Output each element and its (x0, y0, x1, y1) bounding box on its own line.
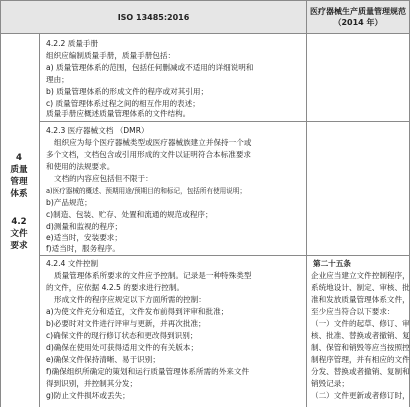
block1-line-5: c) 质量管理体系过程之间的相互作用的表述； (46, 99, 200, 108)
header-iso-cell (0, 0, 307, 34)
block3-line-5: b)必要时对文件进行评审与更新，并再次批准； (46, 319, 206, 328)
regulation-block-empty-1 (307, 34, 410, 122)
block2-line-2: 多个文档，文档包含或引用形成的文件以证明符合本标准要求 (46, 150, 252, 159)
header-iso-title: ISO 13485:2016 (117, 12, 190, 22)
block1-line-6: 质量手册应概述质量管理体系的文件结构。 (46, 109, 191, 118)
header-regulation-year: （2014 年） (333, 18, 383, 27)
side-heading-cell (0, 34, 40, 407)
block1-line-1: 组织应编制质量手册，质量手册包括： (46, 51, 176, 60)
regulation-block-empty-2 (307, 122, 410, 256)
block3-line-8: e)确保文件保持清晰、易于识别； (46, 355, 160, 364)
regulation-line-7: 制程序管理，并有相应的文件 (311, 355, 410, 364)
block1-line-2: a) 质量管理体系的范围，包括任何删减或不适用的详细说明和 (46, 63, 254, 72)
header-regulation-cell (307, 0, 410, 34)
regulation-line-2: 准和发放质量管理体系文件， (311, 295, 410, 304)
block3-line-4: a)为使文件充分和适宜，文件发布前得到评审和批准； (46, 307, 229, 316)
regulation-line-9: 销毁记录； (311, 379, 349, 388)
block3-line-3: 形成文件的程序应规定以下方面所需的控制： (54, 295, 206, 304)
header-regulation-title: 医疗器械生产质量管理规范 (310, 7, 406, 16)
block3-line-11: g)防止文件损坏或丢失； (46, 391, 130, 400)
regulation-line-8: 分发、替换或者撤销、复制和 (311, 367, 410, 376)
block3-line-10: 得到识别，并控制其分发； (46, 379, 138, 388)
block3-line-0: 4.2.4 文件控制 (46, 259, 99, 268)
block1-line-4: b) 质量管理体系的形成文件的程序或对其引用； (46, 87, 209, 96)
block2-line-3: 和使用的法规要求。 (46, 162, 115, 171)
block2-line-7: c)制造、包装、贮存、处置和流通的规范或程序； (46, 210, 213, 219)
block2-line-10: f)适当时，服务程序。 (46, 244, 120, 253)
block3-line-9: f)确保组织所确定的策划和运行质量管理体系所需的外来文件 (46, 367, 250, 376)
regulation-article-title: 第二十五条 (313, 259, 351, 268)
block3-line-1: 质量管理体系所要求的文件应予控制。记录是一种特殊类型 (54, 271, 252, 280)
side-heading-section-4-2: 4.2 文件 要求 (10, 217, 28, 251)
block2-line-1: 组织应为每个医疗器械类型或医疗器械族建立并保持一个或 (54, 138, 252, 147)
regulation-line-5: 核、批准、替换或者撤销、复 (311, 331, 410, 340)
block2-line-6: b)产品规范； (46, 198, 92, 207)
block1-line-0: 4.2.2 质量手册 (46, 39, 99, 48)
block3-line-6: c)确保文件的现行修订状态和更改得到识别； (46, 331, 198, 340)
regulation-block-article-25 (307, 256, 410, 407)
iso-block-device-file (40, 122, 307, 256)
iso-block-quality-manual (40, 34, 307, 122)
block2-line-5: a)医疗器械的概述、预期用途/预期目的和标记，包括所有使用说明； (46, 187, 247, 195)
block1-line-3: 理由； (46, 75, 69, 84)
regulation-line-10: （二）文件更新或者修订时， (311, 391, 410, 400)
regulation-line-6: 制、保管和销毁等应当按照控 (311, 343, 410, 352)
side-heading-section-4: 4 质量 管理 体系 (10, 153, 28, 199)
regulation-line-0: 企业应当建立文件控制程序， (311, 271, 410, 280)
block2-line-8: d)测量和监视的程序； (46, 222, 123, 231)
regulation-line-1: 系统地设计、制定、审核、批 (311, 283, 410, 292)
regulation-line-3: 至少应当符合以下要求： (311, 307, 395, 316)
block2-line-4: 文档的内容应包括但不限于： (54, 174, 153, 183)
block2-line-9: e)适当时，安装要求； (46, 233, 122, 242)
block3-line-7: d)确保在使用处可获得适用文件的有关版本； (46, 343, 199, 352)
iso-block-document-control (40, 256, 307, 407)
block2-line-0: 4.2.3 医疗器械文档 （DMR） (46, 126, 149, 135)
block3-line-2: 的文件，应依据 4.2.5 的要求进行控制。 (46, 283, 185, 292)
regulation-line-4: （一）文件的起草、修订、审 (311, 319, 410, 328)
